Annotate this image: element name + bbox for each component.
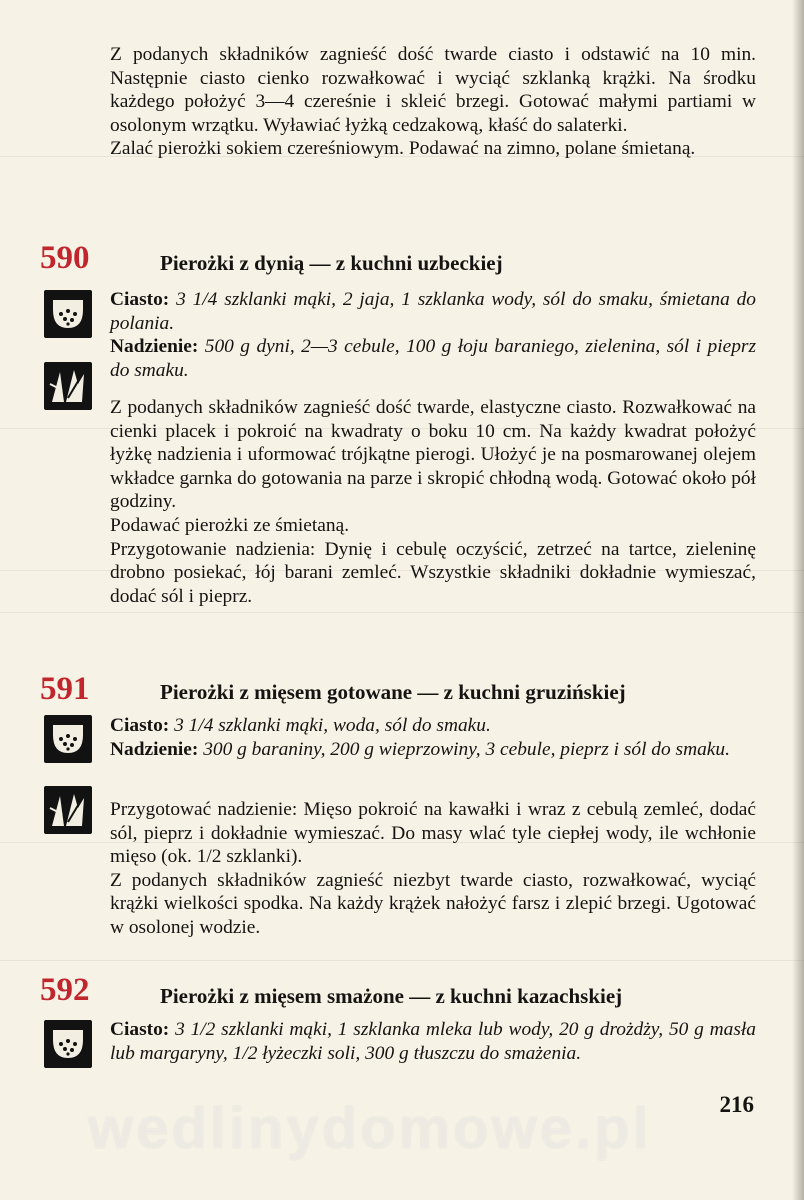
recipe-step: Z podanych składników zagnieść dość twarde, elastyczne ciasto. Rozwałkować na cienki placek i pokroić na kwadraty o boku 10 cm. Na każdy kwadrat położyć łyżkę nadzienia i uformować trójkątne pierogi. Ułożyć je na posmarowanej olejem wkładce garnka do gotowania na parze i skropić chłodną wodą. Gotować około pół godziny. (110, 397, 756, 513)
page-number: 216 (719, 1092, 754, 1117)
filling-label: Nadzienie: (110, 738, 199, 760)
dough-label: Ciasto: (110, 289, 170, 310)
dough-ingredients: 3 1/4 szklanki mąki, woda, sól do smaku. (174, 715, 491, 736)
recipe-number: 590 (40, 240, 90, 276)
ingredients-dough (110, 714, 756, 738)
ingredients-dough (110, 288, 756, 335)
recipe-title: Pierożki z mięsem gotowane — z kuchni gruzińskiej (160, 680, 626, 704)
recipe-body (110, 714, 756, 761)
filling-ingredients: 500 g dyni, 2—3 cebule, 100 g łoju baraniego, zielenina, sól i pieprz do smaku. (110, 336, 756, 381)
flour-bowl-icon (44, 715, 92, 763)
dough-ingredients: 3 1/2 szklanki mąki, 1 szklanka mleka lub wody, 20 g drożdży, 50 g masła lub margaryny, 1/2 łyżeczki soli, 300 g tłuszczu do smażenia. (110, 1019, 756, 1064)
intro-paragraph: Zalać pierożki sokiem czereśniowym. Podawać na zimno, polane śmietaną. (110, 138, 696, 160)
filling-ingredients: 300 g baraniny, 200 g wieprzowiny, 3 cebule, pieprz i sól do smaku. (203, 738, 730, 760)
recipe-body (110, 288, 756, 382)
recipe-steps (110, 798, 756, 940)
flour-bowl-icon (44, 1020, 92, 1068)
ingredients-dough (110, 1018, 756, 1065)
recipe-body (110, 1018, 756, 1065)
recipe-step: Podawać pierożki ze śmietaną. (110, 514, 350, 536)
page-edge-shadow (792, 0, 804, 1200)
intro-paragraph: Z podanych składników zagnieść dość twarde ciasto i odstawić na 10 min. Następnie ciasto cienko rozwałkować i wyciąć szklanką krążki. Na środku każdego położyć 3—4 czereśnie i skleić brzegi. Gotować małymi partiami w osolonym wrzątku. Wyławiać łyżką cedzakową, kłaść do salaterki. (110, 44, 756, 136)
intro-text (110, 43, 756, 161)
ingredients-filling (110, 738, 756, 762)
recipe-step: Przygotować nadzienie: Mięso pokroić na kawałki i wraz z cebulą zemleć, dodać sól, pieprz i dokładnie wymieszać. Do masy wlać tyle ciepłej wody, ile wchłonie mięso (ok. 1/2 szklanki). (110, 799, 756, 868)
recipe-title: Pierożki z dynią — z kuchni uzbeckiej (160, 251, 503, 275)
vegetables-icon (44, 786, 92, 834)
recipe-number: 591 (40, 671, 90, 707)
flour-bowl-icon (44, 290, 92, 338)
recipe-number: 592 (40, 972, 90, 1008)
recipe-step: Z podanych składników zagnieść niezbyt twarde ciasto, rozwałkować, wyciąć krążki wielkości spodka. Na każdy krążek nałożyć farsz i zlepić brzegi. Ugotować w osolonej wodzie. (110, 869, 756, 938)
recipe-step: Przygotowanie nadzienia: Dynię i cebulę oczyścić, zetrzeć na tartce, zieleninę drobno posiekać, łój barani zemleć. Wszystkie składniki dokładnie wymieszać, dodać sól i pieprz. (110, 538, 756, 607)
dough-ingredients: 3 1/4 szklanki mąki, 2 jaja, 1 szklanka wody, sól do smaku, śmietana do polania. (110, 289, 756, 334)
dough-label: Ciasto: (110, 1019, 170, 1040)
watermark: wedlinydomowe.pl (88, 1096, 652, 1161)
dough-label: Ciasto: (110, 715, 170, 736)
filling-label: Nadzienie: (110, 336, 199, 358)
ingredients-filling (110, 335, 756, 382)
recipe-steps (110, 396, 756, 608)
recipe-title: Pierożki z mięsem smażone — z kuchni kazachskiej (160, 984, 623, 1008)
vegetables-icon (44, 362, 92, 410)
